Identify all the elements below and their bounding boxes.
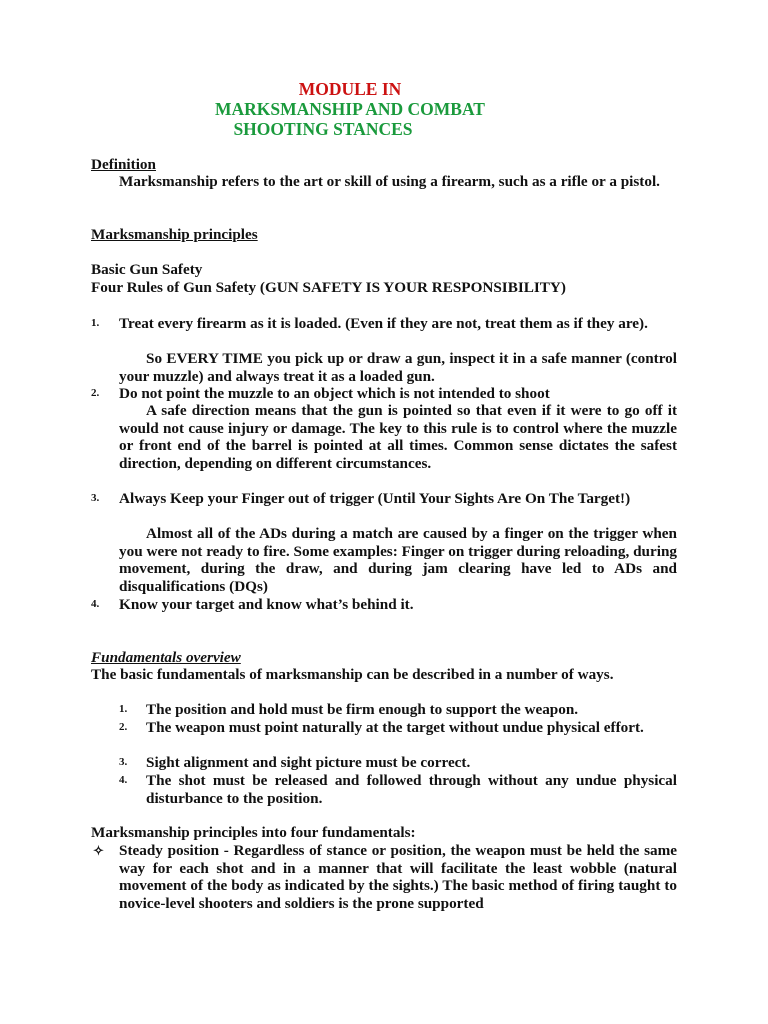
- principles-heading: Marksmanship principles: [91, 226, 258, 243]
- rule-number: 3.: [91, 492, 100, 504]
- diamond-bullet-icon: ✧: [93, 843, 104, 858]
- rule-number: 1.: [91, 317, 100, 329]
- title-line-2: MARKSMANSHIP AND COMBAT: [215, 99, 485, 119]
- rule-title: Know your target and know what’s behind it.: [119, 596, 414, 613]
- rule-detail: Almost all of the ADs during a match are caused by a finger on the trigger when you were not ready to fire. Some examples: Finger on trigger during reloading, during movement, during the draw, and during jam clearing have led to ADs and disqualifications (DQs): [119, 525, 677, 595]
- rule-title: Treat every firearm as it is loaded. (Even if they are not, treat them as if they are).: [119, 315, 648, 332]
- steady-position-text: Steady position - Regardless of stance or position, the weapon must be held the same way for each shot and in a manner that will facilitate the least wobble (natural movement of the body as indicated by the sights.) The basic method of firing taught to novice-level shooters and soldiers is the prone supported: [119, 842, 677, 912]
- fundamental-item: The shot must be released and followed through without any undue physical disturbance to the position.: [146, 772, 677, 807]
- rule-detail: A safe direction means that the gun is pointed so that even if it were to go off it would not cause injury or damage. The key to this rule is to control where the muzzle or front end of the barrel is pointed at all times. Common sense dictates the safest direction, depending on different circumstances.: [119, 402, 677, 472]
- rule-detail: So EVERY TIME you pick up or draw a gun, inspect it in a safe manner (control your muzzle) and always treat it as a loaded gun.: [119, 350, 677, 385]
- fundamental-item: Sight alignment and sight picture must be correct.: [146, 754, 471, 771]
- fundamental-number: 3.: [119, 756, 128, 768]
- title-line-3: SHOOTING STANCES: [233, 119, 413, 139]
- rule-title: Do not point the muzzle to an object which is not intended to shoot: [119, 385, 550, 402]
- fundamentals-heading: Fundamentals overview: [91, 649, 241, 666]
- four-fundamentals-heading: Marksmanship principles into four fundamentals:: [91, 824, 416, 841]
- definition-heading: Definition: [91, 156, 156, 173]
- rule-number: 4.: [91, 598, 100, 610]
- title-line-1: MODULE IN: [298, 79, 402, 99]
- fundamental-item: The weapon must point naturally at the target without undue physical effort.: [146, 719, 644, 736]
- fundamental-number: 1.: [119, 703, 128, 715]
- rule-title: Always Keep your Finger out of trigger (Until Your Sights Are On The Target!): [119, 490, 631, 507]
- fundamental-number: 4.: [119, 774, 128, 786]
- definition-text: Marksmanship refers to the art or skill of using a firearm, such as a rifle or a pistol.: [119, 173, 660, 190]
- principles-subheading-basic: Basic Gun Safety: [91, 261, 203, 278]
- fundamentals-intro: The basic fundamentals of marksmanship can be described in a number of ways.: [91, 666, 614, 683]
- rule-number: 2.: [91, 387, 100, 399]
- fundamental-number: 2.: [119, 721, 128, 733]
- fundamental-item: The position and hold must be firm enough to support the weapon.: [146, 701, 579, 718]
- principles-subheading-four-rules: Four Rules of Gun Safety (GUN SAFETY IS YOUR RESPONSIBILITY): [91, 279, 566, 296]
